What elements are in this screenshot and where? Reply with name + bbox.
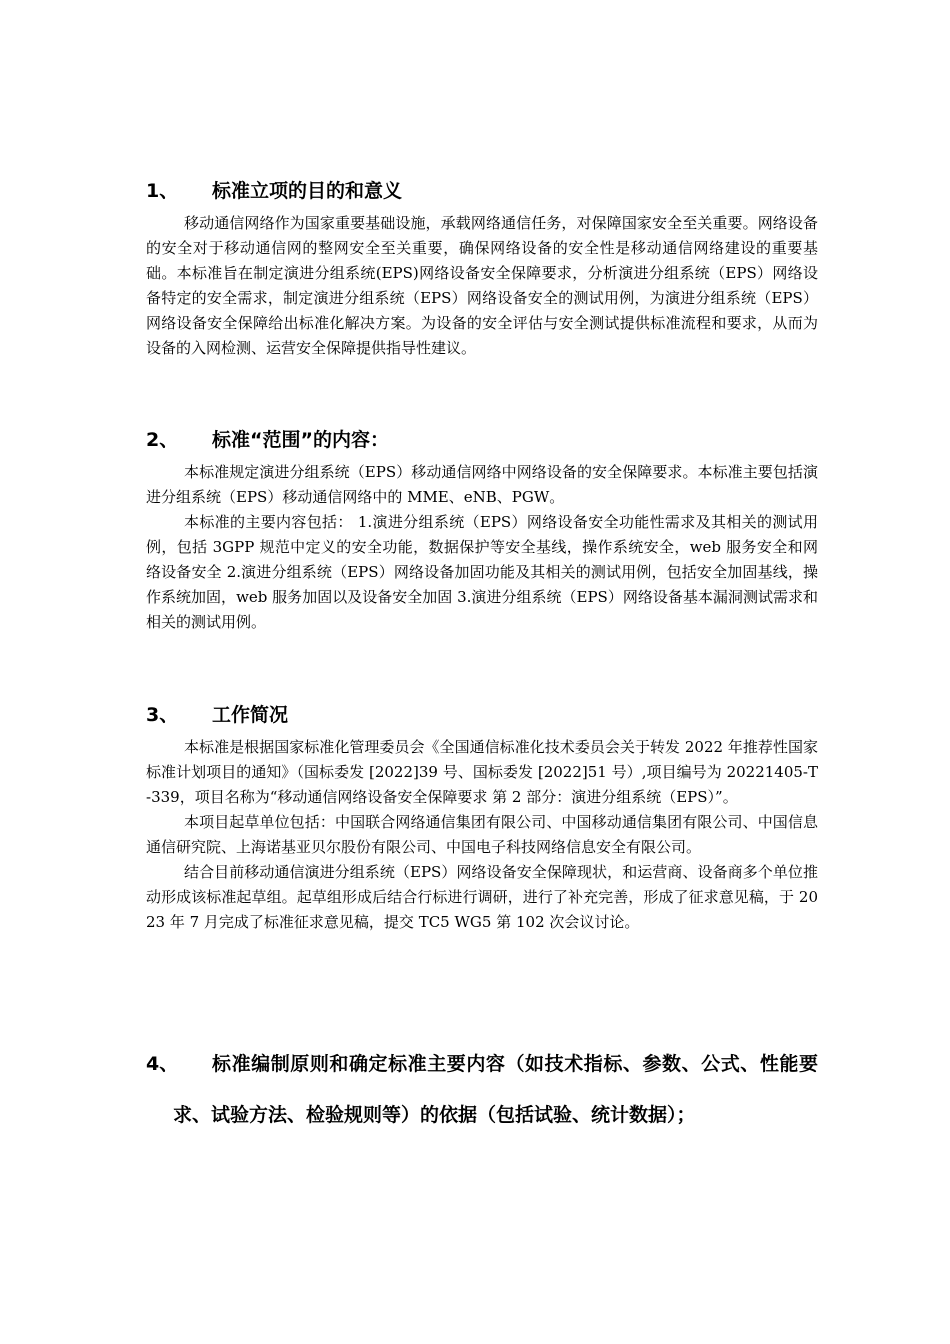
section-number: 3、 [146, 704, 179, 726]
section-title: 标准立项的目的和意义 [212, 180, 403, 202]
body-paragraph: 本标准的主要内容包括： 1.演进分组系统（EPS）网络设备安全功能性需求及其相关的测试用例，包括 3GPP 规范中定义的安全功能，数据保护等安全基线，操作系统安全，web 服务安全和网络设备安全 2.演进分组系统（EPS）网络设备加固功能及其相关的测试用例，包括安全加固基线，操作系统加固，web 服务加固以及设备安全加固 3.演进分组系统（EPS）网络设备基本漏洞测试需求和相关的测试用例。 [146, 513, 818, 631]
section-number: 1、 [146, 180, 179, 202]
section-title: 标准编制原则和确定标准主要内容（如技术指标、参数、公式、性能要求、试验方法、检验规则等）的依据（包括试验、统计数据）； [173, 1053, 818, 1126]
section-title: 标准“范围”的内容： [212, 429, 389, 451]
body-paragraph: 移动通信网络作为国家重要基础设施，承载网络通信任务，对保障国家安全至关重要。网络设备的安全对于移动通信网的整网安全至关重要，确保网络设备的安全性是移动通信网络建设的重要基础。本标准旨在制定演进分组系统(EPS)网络设备安全保障要求，分析演进分组系统（EPS）网络设备特定的安全需求，制定演进分组系统（EPS）网络设备安全的测试用例，为演进分组系统（EPS）网络设备安全保障给出标准化解决方案。为设备的安全评估与安全测试提供标准流程和要求，从而为设备的入网检测、运营安全保障提供指导性建议。 [146, 214, 818, 357]
section-heading [0, 176, 950, 206]
body-paragraph: 本标准规定演进分组系统（EPS）移动通信网络中网络设备的安全保障要求。本标准主要包括演进分组系统（EPS）移动通信网络中的 MME、eNB、PGW。 [146, 463, 818, 506]
section-2 [0, 425, 950, 635]
section-3 [0, 700, 950, 935]
section-number: 4、 [146, 1053, 179, 1075]
section-title: 工作简况 [212, 704, 289, 726]
body-paragraph: 结合目前移动通信演进分组系统（EPS）网络设备安全保障现状，和运营商、设备商多个单位推动形成该标准起草组。起草组形成后结合行标进行调研，进行了补充完善，形成了征求意见稿，于 2023 年 7 月完成了标准征求意见稿，提交 TC5 WG5 第 102 次会议讨论。 [146, 863, 818, 931]
body-paragraph: 本标准是根据国家标准化管理委员会《全国通信标准化技术委员会关于转发 2022 年推荐性国家标准计划项目的通知》（国标委发 [2022]39 号、国标委发 [2022]51 号）,项目编号为 20221405-T-339，项目名称为“移动通信网络设备安全保障要求 第 2 部分：演进分组系统（EPS）”。 [146, 738, 818, 806]
section-heading [0, 700, 950, 730]
section-number: 2、 [146, 429, 179, 451]
body-paragraph: 本项目起草单位包括：中国联合网络通信集团有限公司、中国移动通信集团有限公司、中国信息通信研究院、上海诺基亚贝尔股份有限公司、中国电子科技网络信息安全有限公司。 [146, 813, 818, 856]
section-heading [0, 425, 950, 455]
section-1 [0, 176, 950, 361]
